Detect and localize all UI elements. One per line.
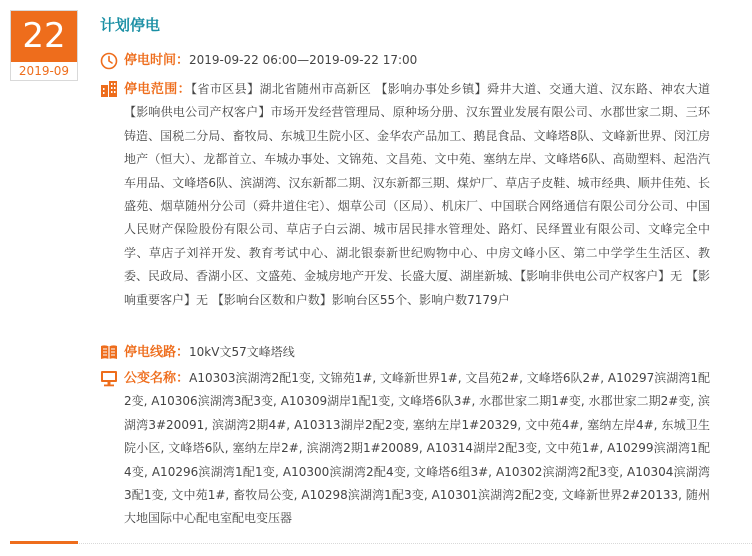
- clock-icon: [100, 52, 118, 70]
- outage-area-label: 停电范围：: [124, 82, 192, 97]
- outage-area-row: [100, 78, 710, 312]
- bottom-divider: [10, 543, 752, 544]
- outage-line-value: 10kV文57文峰塔线: [189, 345, 295, 359]
- building-icon: [100, 80, 118, 98]
- monitor-icon: [100, 369, 118, 387]
- date-month: 2019-09: [18, 64, 70, 78]
- bottom-accent-mark: [10, 541, 78, 544]
- outage-line-row: [100, 341, 710, 364]
- outage-time-value: 2019-09-22 06:00—2019-09-22 17:00: [189, 53, 418, 67]
- page-title: 计划停电: [100, 16, 161, 34]
- outage-time-label: 停电时间：: [124, 53, 190, 68]
- outage-line-label: 停电线路：: [124, 345, 190, 360]
- transformer-value: A10303滨湖湾2配1变, 文锦苑1#, 文峰新世界1#, 文昌苑2#, 文峰塔6队2#, A10297滨湖湾1配2变, A10306滨湖湾3配3变, A10309湖岸1配1变, 文峰塔6队3#, 水郡世家二期1#变, 水郡世家二期2#变, 滨湖湾3#20091, 滨湖湾2期4#, A10313湖岸2配2变, 塞纳左岸1#20329, 文中苑4#, 塞纳左岸4#, 东城卫生院小区, 文峰塔6队, 塞纳左岸2#, 滨湖湾2期1#20089, A10314湖岸2配3变, 文中苑1#, A10299滨湖湾1配4变, A10296滨湖湾1配1变, A10300滨湖湾2配4变, 文峰塔6组3#, A10302滨湖湾2配3变, A10304滨湖湾3配1变, 文中苑1#, 畜牧局公变, A10298滨湖湾1配3变, A10301滨湖湾2配2变, 文峰新世界2#20133, 随州大地国际中心配电室配电变压器: [124, 371, 710, 526]
- transformer-row: [100, 367, 710, 531]
- date-badge: [10, 10, 78, 81]
- outage-time-row: [100, 49, 710, 72]
- outage-area-value: 【省市区县】湖北省随州市高新区 【影响办事处乡镇】舜井大道、交通大道、汉东路、神农大道 【影响供电公司产权客户】市场开发经营管理局、原种场分册、汉东置业发展有限公司、水郡世家二期、三环铸造、国税二分局、畜牧局、东城卫生院小区、金华农产品加工、鹅昆食品、文峰塔8队、文峰新世界、闵江房地产（恒大）、龙都首立、车城办事处、文锦苑、文昌苑、文中苑、塞纳左岸、文峰塔6队、高勋塑料、起浩汽车用品、文峰塔6队、滨湖湾、汉东新都二期、汉东新都三期、煤炉厂、草店子皮鞋、城市经典、顺井佳苑、长盛苑、烟草随州分公司（舜井道住宅）、烟草公司（区局）、机床厂、中国联合网络通信有限公司分公司、中国人民财产保险股份有限公司、草店子白云湖、城市居民排水管理处、路灯、民绎置业有限公司、文峰完全中学、草店子刘祥开发、教育考试中心、湖北银泰新世纪购物中心、中房文峰小区、第二中学学生生活区、教委、民政局、香湖小区、文盛苑、金城房地产开发、长盛大厦、湖崖新城、【影响非供电公司产权客户】无 【影响重要客户】无 【影响台区数和户数】影响台区55个、影响户数7179户: [124, 82, 710, 307]
- book-icon: [100, 343, 118, 361]
- date-day: 22: [11, 11, 77, 62]
- transformer-label: 公变名称：: [124, 371, 190, 386]
